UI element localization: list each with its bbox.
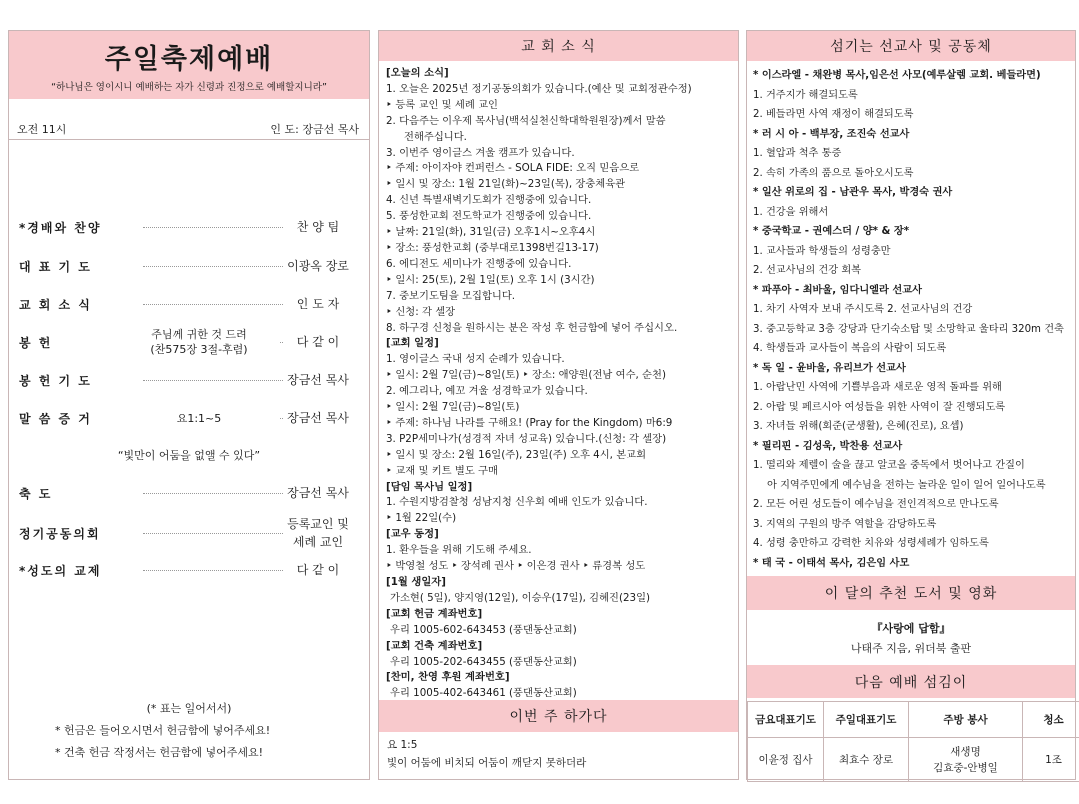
section-heading: [1월 생일자]: [386, 576, 446, 588]
list-item: 2. 예그리나, 예꼬 겨울 성경학교가 있습니다.: [386, 385, 588, 398]
list-item: 우리 1005-602-643453 (풍댄동산교회): [390, 623, 577, 636]
weekly-verse: [387, 736, 586, 772]
list-item: 5. 풍성한교회 전도학교가 진행중에 있습니다.: [386, 210, 592, 223]
list-item: 우리 1005-202-643455 (풍댄동산교회): [390, 655, 577, 668]
news-header: 교 회 소 식: [379, 31, 738, 61]
list-item: 1. 영이글스 국내 성지 순례가 있습니다.: [386, 353, 565, 366]
table-header-row: [748, 702, 1079, 738]
header-verse: “하나님은 영이시니 예배하는 자가 신령과 진정으로 예배할지니라”: [51, 82, 327, 93]
list-item: ‣ 일시: 25(토), 2월 1일(토) 오후 1시 (3시간): [386, 273, 595, 286]
order-item-offering: 봉 헌 주님께 귀한 것 드려 (찬575장 3절-후렴) 다 같 이: [19, 328, 340, 356]
servers-table: [747, 701, 1079, 782]
order-item-sermon: 말 씀 증 거 요1:1~5 장금선 목사: [19, 411, 349, 426]
list-item: 가소현( 5일), 양지영(12일), 이승우(17일), 김혜진(23일): [390, 591, 651, 604]
list-item: 1. 차기 사역자 보내 주시도록 2. 선교사님의 건강: [753, 304, 973, 315]
list-item: 3. 중고등학교 3층 강당과 단기숙소탑 및 소망학교 울타리 320m 건축: [753, 323, 1064, 335]
list-item: 2. 선교사님의 건강 회복: [753, 265, 862, 276]
section-heading: [담임 목사님 일정]: [386, 480, 473, 493]
list-item: 1. 떨리와 제렐이 술을 끊고 알코올 중독에서 벗어나고 간질이: [753, 460, 1025, 471]
book-info: 나태주 지음, 위더북 출판: [850, 642, 972, 655]
order-item-news: 교 회 소 식 인 도 자: [19, 297, 340, 312]
list-item: ‣ 박영철 성도 ‣ 장석례 권사 ‣ 이은경 권사 ‣ 류경복 성도: [386, 560, 646, 573]
order-item-meeting: 정기공동의회 등록교인 및 세례 교인: [19, 517, 349, 549]
divider: [9, 139, 369, 140]
list-item: 4. 학생들과 교사들이 복음의 사람이 되도록: [753, 343, 947, 354]
standing-note: (* 표는 일어서서): [146, 702, 232, 715]
servers-header: 다음 예배 섬김이: [747, 665, 1075, 698]
missions-body: [747, 61, 1075, 573]
weekly-verse-text: 빛이 어둠에 비치되 어둠이 깨닫지 못하더라: [387, 757, 587, 769]
list-item: 아 지역주민에게 예수님을 전하는 놀라운 일이 일어 일어나도록: [767, 479, 1046, 491]
list-item: 1. 거주지가 해결되도록: [753, 89, 858, 101]
order-item-fellowship: *성도의 교제 다 같 이: [19, 563, 340, 578]
table-header: 주방 봉사: [909, 702, 1023, 738]
section-heading: * 독 일 - 윤바울, 유리브가 선교사: [753, 362, 906, 374]
section-heading: [교회 일정]: [386, 337, 439, 350]
list-item: ‣ 신청: 각 셀장: [386, 305, 456, 318]
list-item: 8. 하구경 신청을 원하시는 분은 작성 후 헌금함에 넣어 주십시오.: [386, 321, 678, 334]
list-item: 4. 신년 특별새벽기도회가 진행중에 있습니다.: [386, 194, 592, 207]
news-body: [379, 61, 738, 702]
church-news-panel: [378, 30, 739, 780]
list-item: ‣ 1월 22일(수): [386, 512, 457, 525]
page-title: 주일축제예배: [104, 44, 274, 75]
list-item: 1. 혈압과 척추 통증: [753, 148, 842, 159]
table-cell: 이윤정 집사: [748, 738, 824, 782]
section-heading: [교우 동정]: [386, 528, 439, 541]
list-item: 2. 베들라면 사역 재정이 해결되도록: [753, 109, 914, 120]
list-item: 1. 건강을 위해서: [753, 206, 829, 218]
weekly-verse-header: 이번 주 하가다: [379, 700, 738, 732]
list-item: 1. 교사들과 학생들의 성령충만: [753, 245, 891, 257]
list-item: 전해주십니다.: [404, 130, 467, 143]
sermon-title: “빛만이 어둠을 없앨 수 있다”: [117, 449, 261, 462]
section-heading: * 중국학교 - 권예스더 / 양* & 장*: [753, 226, 910, 237]
list-item: 1. 아랍난민 사역에 기쁠부음과 새로운 영적 돌파를 위해: [753, 382, 1002, 393]
table-cell: 1조: [1023, 738, 1079, 782]
building-note: * 건축 헌금 작정서는 헌금함에 넣어주세요!: [55, 746, 264, 759]
list-item: ‣ 일시 및 장소: 2월 16일(주), 23일(주) 오후 4시, 본교회: [386, 448, 647, 461]
list-item: 6. 에디전도 세미나가 진행중에 있습니다.: [386, 257, 572, 270]
list-item: 3. 자녀들 위해(회준(군생활), 은혜(진로), 요셉): [753, 421, 964, 432]
list-item: 2. 다음주는 이우제 목사님(백석실천신학대학원원장)께서 말씀: [386, 114, 666, 127]
list-item: 3. 지역의 구원의 방주 역할을 감당하도록: [753, 518, 937, 530]
table-cell: 새생명 김효중-안병일: [909, 738, 1023, 782]
list-item: ‣ 일시: 2월 7일(금)~8일(토) ‣ 장소: 애양원(전남 여수, 순천): [386, 369, 666, 382]
section-heading: * 태 국 - 이태석 목사, 김은임 사모: [753, 557, 910, 569]
book-recommendation: [747, 619, 1075, 659]
order-item-offering-prayer: 봉 헌 기 도 장금선 목사: [19, 373, 349, 388]
list-item: ‣ 장소: 풍성한교회 (중부대로1398번길13-17): [386, 241, 599, 254]
notes: [9, 698, 369, 764]
list-item: ‣ 주제: 하나님 나라를 구해요! (Pray for the Kingdom) 마6:9: [386, 416, 673, 429]
table-header: 청소: [1023, 702, 1079, 738]
section-heading: [교회 헌금 계좌번호]: [386, 607, 483, 620]
list-item: 1. 오늘은 2025년 정기공동의회가 있습니다.(예산 및 교회정관수정): [386, 82, 692, 95]
service-time-row: [17, 121, 359, 137]
book-title: 『사랑에 답함』: [871, 622, 951, 635]
list-item: 2. 속히 가족의 품으로 돌아오시도록: [753, 167, 914, 179]
list-item: ‣ 등록 교인 및 세례 교인: [386, 98, 498, 111]
section-heading: * 러 시 아 - 백부장, 조진숙 선교사: [753, 128, 910, 140]
table-row: [748, 738, 1079, 782]
worship-order-panel: [8, 30, 370, 780]
table-cell: 최효수 장로: [824, 738, 909, 782]
list-item: 7. 중보기도팀을 모집합니다.: [386, 289, 516, 302]
list-item: 4. 성령 충만하고 강력한 치유와 성령세례가 임하도록: [753, 538, 989, 549]
order-item-praise: *경배와 찬양 찬 양 팀: [19, 220, 340, 235]
section-heading: * 일산 위로의 집 - 남관우 목사, 박경숙 권사: [753, 187, 953, 198]
list-item: ‣ 교재 및 키트 별도 구매: [386, 464, 498, 477]
table-header: 금요대표기도: [748, 702, 824, 738]
service-leader: 인 도: 장금선 목사: [270, 123, 359, 136]
list-item: 1. 환우들을 위해 기도해 주세요.: [386, 544, 532, 557]
list-item: ‣ 주제: 아이자야 컨퍼런스 - SOLA FIDE: 오직 믿음으로: [386, 162, 640, 175]
section-heading: * 필리핀 - 김성욱, 박찬용 선교사: [753, 440, 903, 452]
list-item: 2. 모든 어린 성도들이 예수님을 전인격적으로 만나도록: [753, 499, 999, 510]
title-banner: [9, 31, 369, 99]
offering-note: * 헌금은 들어오시면서 헌금함에 넣어주세요!: [55, 724, 271, 737]
order-item-benediction: 축 도 장금선 목사: [19, 486, 349, 501]
list-item: 3. 이번주 영이글스 겨울 캠프가 있습니다.: [386, 146, 575, 159]
list-item: ‣ 일시: 2월 7일(금)~8일(토): [386, 401, 520, 414]
book-header: 이 달의 추천 도서 및 영화: [747, 576, 1075, 610]
section-heading: [오늘의 소식]: [386, 67, 449, 79]
list-item: 1. 수원지방검찰청 성남지청 신우회 예배 인도가 있습니다.: [386, 496, 648, 509]
section-heading: * 이스라엘 - 채완병 목사,임은선 사모(예루살렘 교회. 베들라면): [753, 70, 1041, 81]
weekly-verse-ref: 요 1:5: [387, 739, 418, 751]
service-time: 오전 11시: [17, 123, 67, 136]
missions-panel: [746, 30, 1076, 780]
missions-header: 섬기는 선교사 및 공동체: [747, 31, 1075, 61]
list-item: 3. P2P세미나가(성경적 자녀 성교육) 있습니다.(신청: 각 셀장): [386, 432, 667, 445]
list-item: 2. 아랍 및 페르시아 여성들을 위한 사역이 잘 진행되도록: [753, 401, 1006, 413]
list-item: 우리 1005-402-643461 (풍댄동산교회): [390, 687, 577, 700]
section-heading: [찬미, 찬영 후원 계좌번호]: [386, 671, 510, 684]
list-item: ‣ 날짜: 21일(화), 31일(금) 오후1시~오후4시: [386, 226, 596, 239]
order-item-prayer: 대 표 기 도 이광옥 장로: [19, 259, 349, 274]
list-item: ‣ 일시 및 장소: 1월 21일(화)~23일(목), 장충체육관: [386, 178, 626, 191]
section-heading: [교회 건축 계좌번호]: [386, 639, 483, 652]
section-heading: * 파푸아 - 최바울, 임다니엘라 선교사: [753, 284, 922, 296]
table-header: 주일대표기도: [824, 702, 909, 738]
